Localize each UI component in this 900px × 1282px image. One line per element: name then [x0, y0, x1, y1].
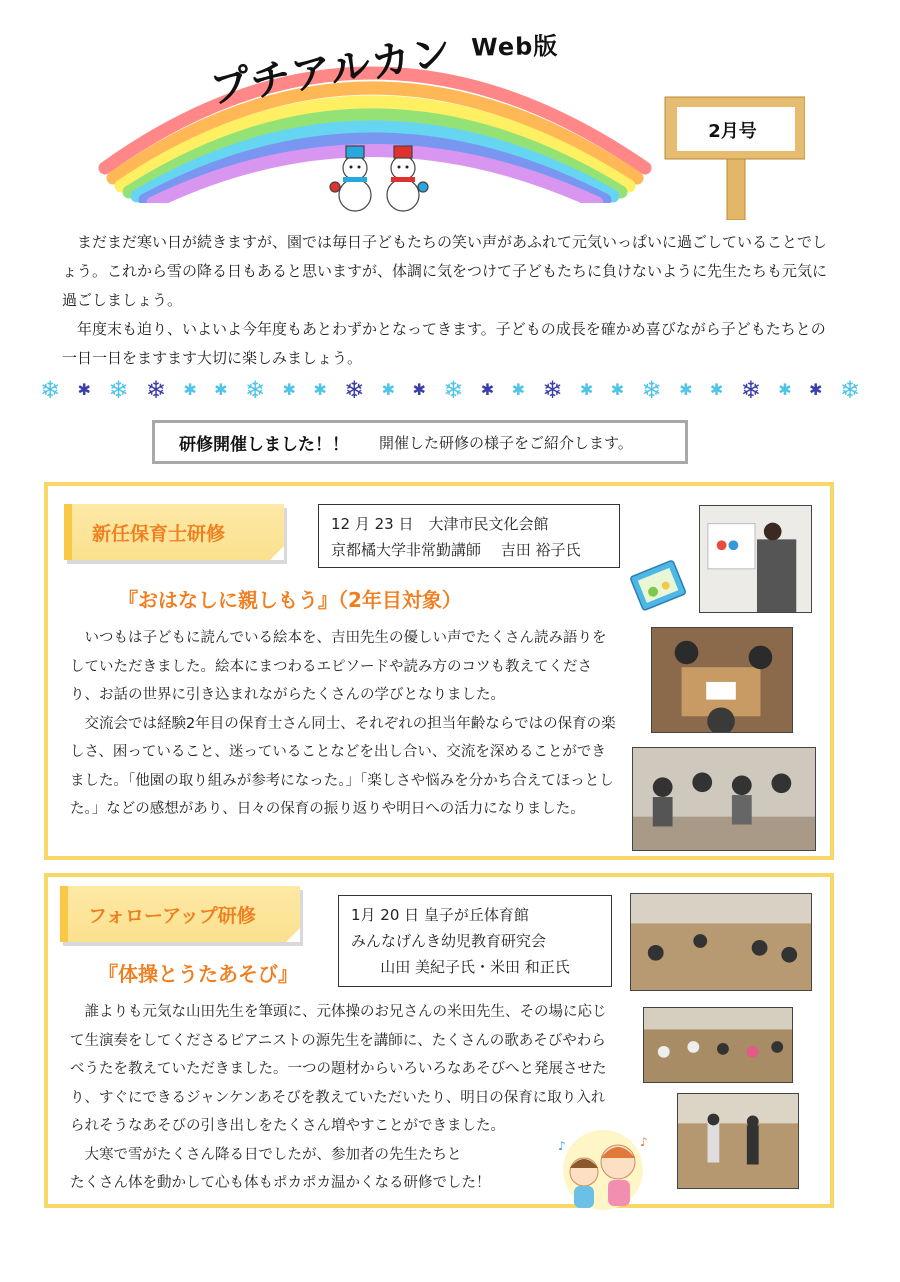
snowflake-icon: ❄: [839, 376, 860, 404]
section1-paragraph: いつもは子どもに読んでいる絵本を、吉田先生の優しい声でたくさん読み語りをしていただきました。絵本にまつわるエピソードや読み方のコツも教えてくださり、お話の世界に引き込まれながらたくさんの学びとなりました。: [70, 630, 607, 703]
photo-partner-dance: [677, 1093, 799, 1189]
picture-book-icon: [627, 557, 691, 613]
children-illustration: [548, 1128, 658, 1210]
photo-storytelling: [699, 505, 812, 613]
snowflake-icon: ✱: [412, 380, 426, 399]
photo-discussion-circle: [632, 747, 816, 851]
section1-paragraph: 交流会では経験2年目の保育士さん同士、それぞれの担当年齢ならではの保育の楽しさ、困っていること、迷っていることなどを出し合い、交流を深めることができました。「他園の取り組みが参考になった。」「楽しさや悩みを分かち合えてほっとした。」などの感想があり、日々の保育の振り返りや明日への活力になりました。: [70, 715, 616, 817]
svg-text:♪: ♪: [640, 1135, 648, 1149]
snowflake-icon: ❄: [244, 376, 266, 404]
snowflake-icon: ❄: [108, 376, 129, 404]
title-web-suffix: Web版: [471, 31, 559, 62]
issue-label: 2月号: [708, 121, 757, 142]
section2-organizer: みんなげんき幼児教育研究会: [351, 932, 547, 950]
section1-lecturer: 京都橘大学非常勤講師 吉田 裕子氏: [331, 541, 581, 559]
section2-lecturers: 山田 美紀子氏・米田 和正氏: [380, 958, 570, 976]
snowflake-icon: ✱: [511, 380, 525, 399]
snowflake-icon: ✱: [579, 380, 594, 399]
snowflake-icon: ✱: [282, 380, 296, 399]
newsletter-title: プチアルカン Web版: [206, 3, 562, 114]
snowflake-icon: ❄: [40, 376, 61, 404]
snowflake-divider: [40, 372, 860, 408]
training-banner: [152, 420, 688, 464]
snowflake-icon: ✱: [381, 380, 396, 399]
photo-group-table: [651, 627, 793, 733]
snowflake-icon: ✱: [480, 380, 495, 399]
section1-tag: 新任保育士研修: [64, 504, 284, 560]
intro-paragraph: 年度末も迫り、いよいよ今年度もあとわずかとなってきます。子どもの成長を確かめ喜びながら子どもたちとの一日一日をますます大切に楽しみましょう。: [62, 320, 826, 367]
snowflake-icon: ✱: [214, 380, 228, 399]
snowmen-icon: [325, 140, 435, 215]
intro-text: [62, 228, 837, 373]
snowflake-icon: ✱: [778, 380, 792, 399]
section1-subtitle: 『おはなしに親しもう』（2年目対象）: [118, 588, 462, 612]
section2-tag: フォローアップ研修: [60, 886, 300, 942]
photo-gym-exercise: [630, 893, 812, 991]
snowflake-icon: ✱: [183, 380, 197, 399]
snowflake-icon: ✱: [610, 380, 625, 399]
snowflake-icon: ✱: [809, 380, 823, 399]
snowflake-icon: ✱: [77, 380, 91, 399]
intro-paragraph: まだまだ寒い日が続きますが、園では毎日子どもたちの笑い声があふれて元気いっぱいに過ごしていることでしょう。これから雪の降る日もあると思いますが、体調に気をつけて子どもたちに負けないように先生たちも元気に過ごしましょう。: [62, 233, 828, 309]
snowflake-icon: ✱: [679, 380, 693, 399]
banner-subtext: 開催した研修の様子をご紹介します。: [379, 433, 633, 452]
section2-date-venue: 1月 20 日 皇子が丘体育館: [351, 906, 529, 924]
section2-paragraph: たくさん体を動かして心も体もポカポカ温かくなる研修でした！: [70, 1175, 491, 1191]
svg-text:♪: ♪: [558, 1139, 566, 1153]
snowflake-icon: ❄: [344, 376, 365, 404]
snowflake-icon: ❄: [443, 376, 464, 404]
section2-paragraph: 大寒で雪がたくさん降る日でしたが、参加者の先生たちと: [84, 1146, 462, 1163]
section1-body: [70, 624, 618, 824]
snowflake-icon: ✱: [709, 380, 724, 399]
snowflake-icon: ❄: [542, 376, 563, 404]
snowflake-icon: ❄: [145, 376, 166, 404]
banner-heading: 研修開催しました！！: [179, 434, 349, 455]
section2-info-box: [338, 895, 612, 987]
section1-info-box: [318, 504, 620, 568]
section2-paragraph: 誰よりも元気な山田先生を筆頭に、元体操のお兄さんの米田先生、その場に応じて生演奏をしてくださるピアニストの源先生を講師に、たくさんの歌あそびやわらべうたを教えていただきました。一つの題材からいろいろなあそびへと発展させたり、すぐにできるジャンケンあそびを教えていただいたり、明日の保育に取り入れられそうなあそびの引き出しをたくさん増やすことができました。: [70, 1004, 607, 1134]
section2-body: [70, 998, 610, 1198]
snowflake-icon: ❄: [641, 376, 662, 404]
snowflake-icon: ✱: [313, 380, 327, 399]
section2-subtitle: 『体操とうたあそび』: [98, 962, 298, 986]
section1-date-venue: 12 月 23 日 大津市民文化会館: [331, 515, 549, 533]
photo-circle-game: [643, 1007, 793, 1083]
snowflake-icon: ❄: [740, 376, 761, 404]
